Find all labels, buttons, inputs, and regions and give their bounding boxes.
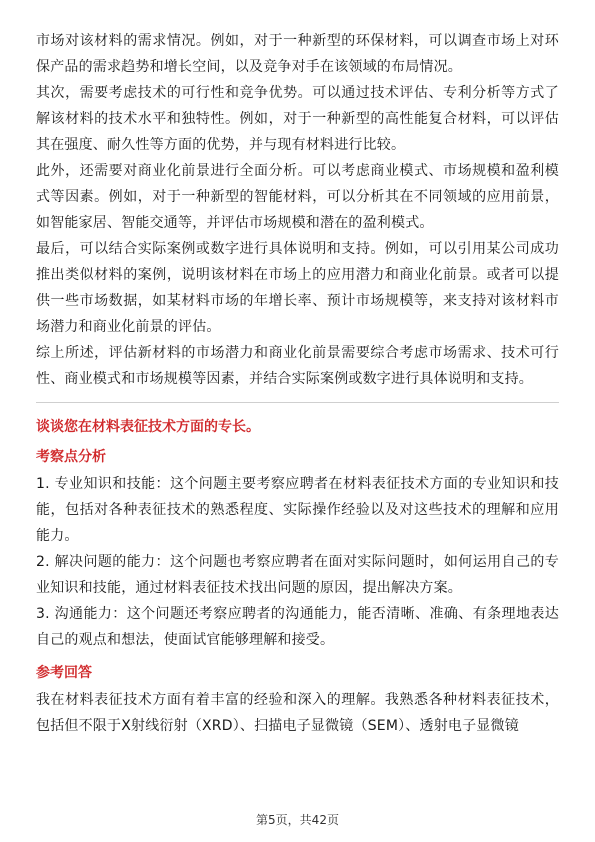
analysis-item: 3. 沟通能力：这个问题还考察应聘者的沟通能力，能否清晰、准确、有条理地表达自己的观点和想法，使面试官能够理解和接受。	[36, 606, 559, 648]
page-number: 第5页，共42页	[256, 813, 339, 827]
question-heading: 谈谈您在材料表征技术方面的专长。	[36, 419, 260, 435]
section-divider	[36, 402, 559, 403]
analysis-title: 考察点分析	[36, 449, 106, 465]
analysis-item: 1. 专业知识和技能：这个问题主要考察应聘者在材料表征技术方面的专业知识和技能，包括对各种表征技术的熟悉程度、实际操作经验以及对这些技术的理解和应用能力。	[36, 476, 559, 544]
paragraph: 综上所述，评估新材料的市场潜力和商业化前景需要综合考虑市场需求、技术可行性、商业模式和市场规模等因素，并结合实际案例或数字进行具体说明和支持。	[36, 345, 559, 387]
page-content	[36, 28, 559, 739]
answer-text: 我在材料表征技术方面有着丰富的经验和深入的理解。我熟悉各种材料表征技术，包括但不限于X射线衍射（XRD）、扫描电子显微镜（SEM）、透射电子显微镜	[36, 692, 559, 734]
paragraph: 最后，可以结合实际案例或数字进行具体说明和支持。例如，可以引用某公司成功推出类似材料的案例，说明该材料在市场上的应用潜力和商业化前景。或者可以提供一些市场数据，如某材料市场的年增长率、预计市场规模等，来支持对该材料市场潜力和商业化前景的评估。	[36, 241, 559, 335]
paragraph: 其次，需要考虑技术的可行性和竞争优势。可以通过技术评估、专利分析等方式了解该材料的技术水平和独特性。例如，对于一种新型的高性能复合材料，可以评估其在强度、耐久性等方面的优势，并与现有材料进行比较。	[36, 85, 559, 153]
answer-title: 参考回答	[36, 665, 92, 681]
paragraph: 此外，还需要对商业化前景进行全面分析。可以考虑商业模式、市场规模和盈利模式等因素。例如，对于一种新型的智能材料，可以分析其在不同领域的应用前景，如智能家居、智能交通等，并评估市场规模和潜在的盈利模式。	[36, 163, 559, 231]
paragraph: 市场对该材料的需求情况。例如，对于一种新型的环保材料，可以调查市场上对环保产品的需求趋势和增长空间，以及竞争对手在该领域的布局情况。	[36, 33, 559, 75]
analysis-item: 2. 解决问题的能力：这个问题也考察应聘者在面对实际问题时，如何运用自己的专业知识和技能，通过材料表征技术找出问题的原因，提出解决方案。	[36, 554, 559, 596]
